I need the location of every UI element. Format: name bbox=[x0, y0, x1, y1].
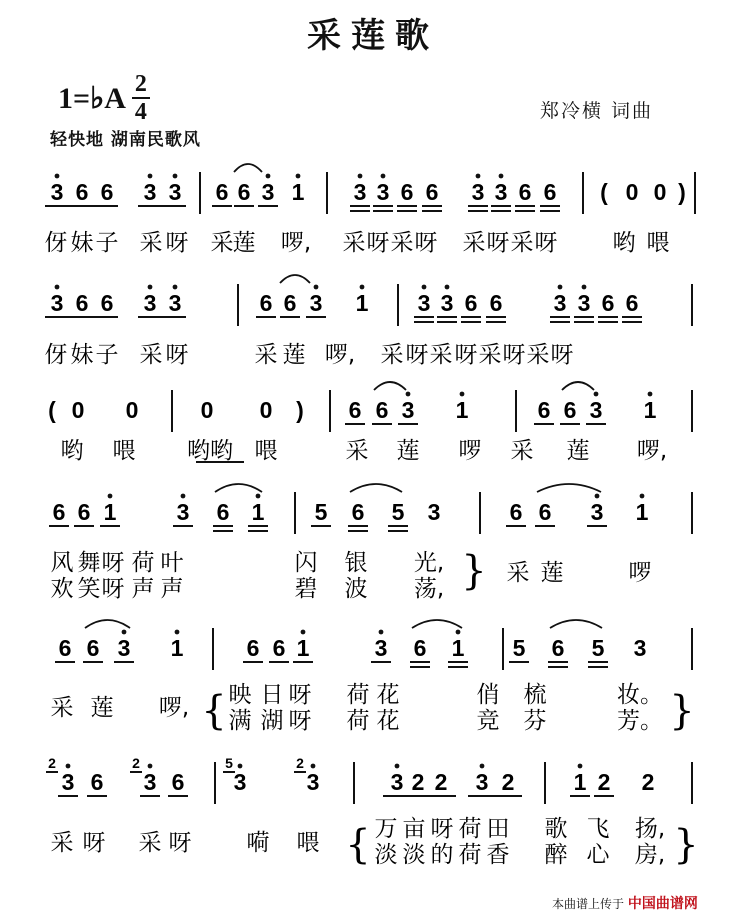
lyric: 采 bbox=[139, 230, 163, 256]
lyric: 采 bbox=[380, 342, 404, 368]
lyric: 呀 bbox=[288, 708, 312, 734]
lyric: 采 bbox=[138, 830, 162, 856]
note: 0 bbox=[125, 397, 139, 423]
lyric: 呀 bbox=[550, 342, 574, 368]
lyric: 笑 bbox=[77, 576, 101, 602]
note: 6 bbox=[509, 499, 523, 525]
lyric: 波 bbox=[344, 576, 368, 602]
source-footer bbox=[552, 893, 698, 913]
octave-dot-high bbox=[480, 764, 485, 769]
slur bbox=[374, 382, 406, 390]
slur bbox=[550, 620, 602, 628]
lyric: 妹 bbox=[70, 230, 94, 256]
note: 3 bbox=[440, 290, 454, 316]
lyric: 啰, bbox=[636, 438, 668, 464]
octave-dot-high bbox=[148, 285, 153, 290]
verse-brace: { bbox=[201, 688, 227, 734]
note: 6 bbox=[543, 179, 557, 205]
lyric: 万 bbox=[374, 816, 398, 842]
composer-credit: 郑冷横 词曲 bbox=[540, 100, 654, 122]
lyric: 呀 bbox=[165, 230, 189, 256]
note: 3 bbox=[261, 179, 275, 205]
lyric: 喂 bbox=[112, 438, 136, 464]
lyric: 花 bbox=[376, 682, 400, 708]
lyric: 呀 bbox=[101, 550, 125, 576]
note: 6 bbox=[100, 290, 114, 316]
lyric: 呀 bbox=[454, 342, 478, 368]
lyric: 喂 bbox=[254, 438, 278, 464]
octave-dot-high bbox=[296, 174, 301, 179]
lyric: 采 bbox=[526, 342, 550, 368]
note: 3 bbox=[374, 635, 388, 661]
note: 6 bbox=[237, 179, 251, 205]
note: 3 bbox=[553, 290, 567, 316]
lyric: 采 bbox=[345, 438, 369, 464]
grace-note: 5 bbox=[225, 755, 233, 771]
lyric: 呀 bbox=[168, 830, 192, 856]
verse-brace: } bbox=[669, 688, 695, 734]
lyric: 呀 bbox=[165, 342, 189, 368]
lyric: 采 bbox=[478, 342, 502, 368]
lyric: 花 bbox=[376, 708, 400, 734]
lyric: 呀 bbox=[82, 830, 106, 856]
note: 6 bbox=[75, 290, 89, 316]
note: 6 bbox=[86, 635, 100, 661]
octave-dot-high bbox=[148, 174, 153, 179]
time-top: 2 bbox=[134, 71, 147, 97]
note: 3 bbox=[176, 499, 190, 525]
note: 6 bbox=[52, 499, 66, 525]
octave-dot-high bbox=[476, 174, 481, 179]
lyric: 啰, bbox=[158, 695, 190, 721]
note: 0 bbox=[200, 397, 214, 423]
lyric: 碧 bbox=[294, 576, 318, 602]
note: 3 bbox=[168, 290, 182, 316]
note: 1 bbox=[291, 179, 305, 205]
note: 3 bbox=[61, 769, 75, 795]
note: 6 bbox=[538, 499, 552, 525]
lyric: 呀 bbox=[288, 682, 312, 708]
note: 1 bbox=[455, 397, 469, 423]
lyric: 飞 bbox=[586, 816, 610, 842]
lyric: 采 bbox=[210, 230, 234, 256]
lyric: 呀 bbox=[534, 230, 558, 256]
lyric: 银 bbox=[344, 550, 368, 576]
footer-prefix: 本曲谱上传于 bbox=[552, 897, 625, 911]
note: 6 bbox=[425, 179, 439, 205]
note: 1 bbox=[251, 499, 265, 525]
slur bbox=[280, 275, 310, 283]
lyric: 采 bbox=[50, 830, 74, 856]
octave-dot-high bbox=[148, 764, 153, 769]
time-bottom: 4 bbox=[134, 99, 147, 125]
lyric: 哟 bbox=[60, 438, 84, 464]
lyric: 采 bbox=[50, 695, 74, 721]
octave-dot-high bbox=[122, 630, 127, 635]
note: 6 bbox=[348, 397, 362, 423]
note: ) bbox=[678, 179, 686, 205]
note: 6 bbox=[625, 290, 639, 316]
note: 6 bbox=[215, 179, 229, 205]
lyric: 呀 bbox=[101, 576, 125, 602]
note: 3 bbox=[117, 635, 131, 661]
lyric: 芬 bbox=[523, 708, 547, 734]
lyric: 映 bbox=[228, 682, 252, 708]
note: 1 bbox=[635, 499, 649, 525]
octave-dot-high bbox=[175, 630, 180, 635]
lyric: 啰 bbox=[628, 560, 652, 586]
lyric: 香 bbox=[486, 842, 510, 868]
note: 6 bbox=[413, 635, 427, 661]
note: 1 bbox=[170, 635, 184, 661]
note: 6 bbox=[246, 635, 260, 661]
slur bbox=[215, 484, 262, 492]
octave-dot-high bbox=[181, 494, 186, 499]
octave-dot-high bbox=[445, 285, 450, 290]
note: 1 bbox=[103, 499, 117, 525]
octave-dot-high bbox=[360, 285, 365, 290]
note: 6 bbox=[601, 290, 615, 316]
note: 3 bbox=[353, 179, 367, 205]
octave-dot-high bbox=[256, 494, 261, 499]
lyric: 莲 bbox=[396, 438, 420, 464]
note: 3 bbox=[306, 769, 320, 795]
note: 2 bbox=[411, 769, 425, 795]
note: 3 bbox=[475, 769, 489, 795]
lyric: 呀 bbox=[502, 342, 526, 368]
verse-brace: { bbox=[345, 822, 371, 868]
note: 3 bbox=[376, 179, 390, 205]
octave-dot-high bbox=[55, 285, 60, 290]
lyric: 淡 bbox=[374, 842, 398, 868]
lyric: 嗬 bbox=[246, 830, 270, 856]
note: 3 bbox=[427, 499, 441, 525]
octave-dot-high bbox=[301, 630, 306, 635]
octave-dot-high bbox=[460, 392, 465, 397]
verse-brace: } bbox=[673, 822, 699, 868]
note: 3 bbox=[401, 397, 415, 423]
note: 2 bbox=[597, 769, 611, 795]
note: 2 bbox=[501, 769, 515, 795]
verse-brace: } bbox=[461, 548, 487, 594]
note: 3 bbox=[577, 290, 591, 316]
lyric: 呀 bbox=[405, 342, 429, 368]
octave-dot-high bbox=[640, 494, 645, 499]
note: 1 bbox=[451, 635, 465, 661]
note: 1 bbox=[643, 397, 657, 423]
lyric: 采 bbox=[510, 230, 534, 256]
note: 5 bbox=[391, 499, 405, 525]
lyric: 妆。 bbox=[617, 682, 663, 708]
note: 3 bbox=[589, 397, 603, 423]
note: 6 bbox=[90, 769, 104, 795]
lyric: 荷 bbox=[346, 708, 370, 734]
lyric: 声 bbox=[131, 576, 155, 602]
lyric: 叶 bbox=[160, 550, 184, 576]
octave-dot-high bbox=[594, 392, 599, 397]
lyric: 啰, bbox=[280, 230, 312, 256]
lyric: 莲 bbox=[282, 342, 306, 368]
note: 3 bbox=[494, 179, 508, 205]
note: 6 bbox=[551, 635, 565, 661]
slur bbox=[350, 484, 402, 492]
note: 6 bbox=[283, 290, 297, 316]
note: ( bbox=[48, 397, 56, 423]
lyric: 啰, bbox=[324, 342, 356, 368]
song-title: 采莲歌 bbox=[307, 16, 439, 56]
lyric: 子 bbox=[95, 230, 119, 256]
note: 1 bbox=[573, 769, 587, 795]
note: 6 bbox=[58, 635, 72, 661]
lyric: 房, bbox=[634, 842, 666, 868]
lyric: 采 bbox=[506, 560, 530, 586]
lyric: 声 bbox=[160, 576, 184, 602]
octave-dot-high bbox=[314, 285, 319, 290]
grace-note: 2 bbox=[132, 755, 140, 771]
slur bbox=[85, 620, 130, 628]
key-text: 1=♭A bbox=[58, 81, 126, 115]
note: 5 bbox=[314, 499, 328, 525]
note: 0 bbox=[653, 179, 667, 205]
lyric: 喂 bbox=[646, 230, 670, 256]
lyric: 日 bbox=[260, 682, 284, 708]
lyric: 湖 bbox=[260, 708, 284, 734]
octave-dot-high bbox=[456, 630, 461, 635]
lyric: 心 bbox=[586, 842, 610, 868]
lyric: 哟 bbox=[612, 230, 636, 256]
lyric: 扬, bbox=[634, 816, 666, 842]
note: 0 bbox=[259, 397, 273, 423]
note: 6 bbox=[75, 179, 89, 205]
slur bbox=[234, 164, 262, 172]
note: 2 bbox=[434, 769, 448, 795]
octave-dot-high bbox=[648, 392, 653, 397]
note: 3 bbox=[143, 769, 157, 795]
lyric: 采 bbox=[254, 342, 278, 368]
note: 6 bbox=[77, 499, 91, 525]
lyric: 歌 bbox=[544, 816, 568, 842]
lyric: 哟哟 bbox=[187, 438, 233, 464]
note: 3 bbox=[50, 179, 64, 205]
octave-dot-high bbox=[266, 174, 271, 179]
grace-note: 2 bbox=[48, 755, 56, 771]
note: 6 bbox=[400, 179, 414, 205]
lyric: 妹 bbox=[70, 342, 94, 368]
lyric: 采 bbox=[510, 438, 534, 464]
note: 3 bbox=[633, 635, 647, 661]
lyric: 采 bbox=[429, 342, 453, 368]
note: 6 bbox=[464, 290, 478, 316]
lyric: 光, bbox=[413, 550, 445, 576]
note: 1 bbox=[355, 290, 369, 316]
lyric: 欢 bbox=[50, 576, 74, 602]
lyric: 呀 bbox=[430, 816, 454, 842]
lyric: 荡, bbox=[413, 576, 445, 602]
note: 3 bbox=[50, 290, 64, 316]
lyric: 采 bbox=[342, 230, 366, 256]
note: ) bbox=[296, 397, 304, 423]
note: 5 bbox=[512, 635, 526, 661]
octave-dot-high bbox=[406, 392, 411, 397]
lyric: 莲 bbox=[90, 695, 114, 721]
lyric: 采 bbox=[390, 230, 414, 256]
octave-dot-high bbox=[595, 494, 600, 499]
slur bbox=[537, 484, 601, 492]
note: 2 bbox=[641, 769, 655, 795]
lyric: 田 bbox=[486, 816, 510, 842]
lyric: 采 bbox=[462, 230, 486, 256]
octave-dot-high bbox=[381, 174, 386, 179]
note: 3 bbox=[590, 499, 604, 525]
note: 0 bbox=[71, 397, 85, 423]
octave-dot-high bbox=[66, 764, 71, 769]
note: ( bbox=[600, 179, 608, 205]
octave-dot-high bbox=[379, 630, 384, 635]
octave-dot-high bbox=[55, 174, 60, 179]
lyric: 莲 bbox=[232, 230, 256, 256]
lyric: 呀 bbox=[414, 230, 438, 256]
lyric: 醉 bbox=[544, 842, 568, 868]
note: 1 bbox=[296, 635, 310, 661]
octave-dot-high bbox=[499, 174, 504, 179]
note: 6 bbox=[259, 290, 273, 316]
lyric: 梳 bbox=[523, 682, 547, 708]
note: 5 bbox=[591, 635, 605, 661]
lyric: 莲 bbox=[566, 438, 590, 464]
note: 6 bbox=[216, 499, 230, 525]
note: 6 bbox=[171, 769, 185, 795]
octave-dot-high bbox=[173, 285, 178, 290]
note: 3 bbox=[309, 290, 323, 316]
note: 3 bbox=[233, 769, 247, 795]
grace-note: 2 bbox=[296, 755, 304, 771]
lyric: 荷 bbox=[458, 842, 482, 868]
lyric: 满 bbox=[228, 708, 252, 734]
note: 6 bbox=[351, 499, 365, 525]
lyric: 伢 bbox=[44, 342, 68, 368]
note: 6 bbox=[518, 179, 532, 205]
lyric: 伢 bbox=[44, 230, 68, 256]
site-logo: 中国曲谱网 bbox=[627, 896, 698, 912]
slur bbox=[412, 620, 462, 628]
octave-dot-high bbox=[358, 174, 363, 179]
lyric: 呀 bbox=[366, 230, 390, 256]
note: 6 bbox=[100, 179, 114, 205]
lyric: 呀 bbox=[486, 230, 510, 256]
lyric: 芳。 bbox=[617, 708, 663, 734]
octave-dot-high bbox=[311, 764, 316, 769]
lyric: 舞 bbox=[77, 550, 101, 576]
note: 3 bbox=[390, 769, 404, 795]
lyric: 子 bbox=[95, 342, 119, 368]
lyric: 喂 bbox=[296, 830, 320, 856]
octave-dot-high bbox=[108, 494, 113, 499]
note: 3 bbox=[143, 290, 157, 316]
octave-dot-high bbox=[582, 285, 587, 290]
octave-dot-high bbox=[558, 285, 563, 290]
lyric: 莲 bbox=[540, 560, 564, 586]
lyric: 啰 bbox=[458, 438, 482, 464]
lyric: 荷 bbox=[458, 816, 482, 842]
octave-dot-high bbox=[395, 764, 400, 769]
lyric: 竞 bbox=[476, 708, 500, 734]
octave-dot-high bbox=[173, 174, 178, 179]
lyric: 荷 bbox=[346, 682, 370, 708]
lyric: 的 bbox=[430, 842, 454, 868]
note: 3 bbox=[471, 179, 485, 205]
octave-dot-high bbox=[238, 764, 243, 769]
lyric: 闪 bbox=[294, 550, 318, 576]
lyric: 俏 bbox=[476, 682, 500, 708]
note: 3 bbox=[168, 179, 182, 205]
note: 3 bbox=[143, 179, 157, 205]
lyric: 荷 bbox=[131, 550, 155, 576]
note: 6 bbox=[375, 397, 389, 423]
note: 6 bbox=[272, 635, 286, 661]
note: 0 bbox=[625, 179, 639, 205]
lyric: 淡 bbox=[402, 842, 426, 868]
octave-dot-high bbox=[422, 285, 427, 290]
lyric: 风 bbox=[50, 550, 74, 576]
note: 6 bbox=[537, 397, 551, 423]
tempo-marking: 轻快地 湖南民歌风 bbox=[50, 130, 201, 150]
note: 6 bbox=[563, 397, 577, 423]
note: 3 bbox=[417, 290, 431, 316]
lyric: 亩 bbox=[402, 816, 426, 842]
note: 6 bbox=[489, 290, 503, 316]
lyric: 采 bbox=[139, 342, 163, 368]
octave-dot-high bbox=[578, 764, 583, 769]
slur bbox=[562, 382, 594, 390]
